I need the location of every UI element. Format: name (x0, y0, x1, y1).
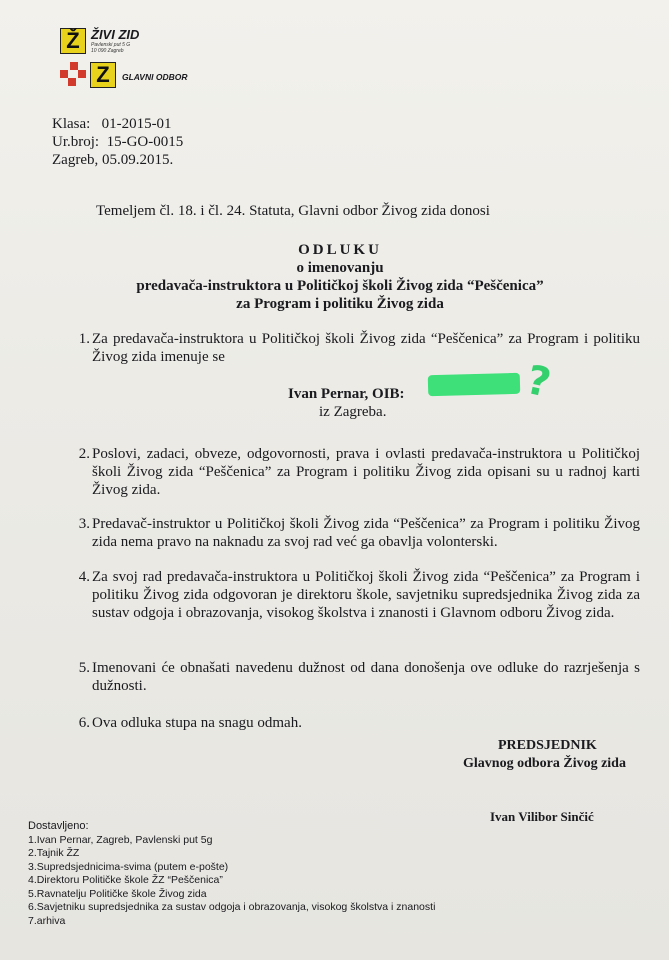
distribution-item: 6.Savjetniku supredsjednika za sustav odgoja i obrazovanja, visokog školstva i znanosti (28, 901, 436, 913)
organ-name: GLAVNI ODBOR (122, 72, 188, 82)
list-item (60, 714, 640, 732)
item-text: Predavač-instruktor u Političkoj školi Živog zida “Peščenica” za Program i politiku Živog zida nema pravo na naknadu za svoj rad već ga obavlja volonterski. (92, 516, 640, 550)
decision-subject: predavača-instruktora u Političkoj školi Živog zida “Peščenica” (136, 278, 544, 294)
list-item (60, 568, 640, 640)
list-item (60, 445, 640, 499)
distribution-item: 1.Ivan Pernar, Zagreb, Pavlenski put 5g (28, 833, 213, 846)
item-number: 5. (78, 660, 90, 676)
list-item (60, 659, 640, 695)
distribution-item: 4.Direktoru Političke škole ŽZ “Peščenica” (28, 874, 223, 886)
decision-subject-continued: za Program i politiku Živog zida (236, 296, 444, 312)
distribution-heading: Dostavljeno: (28, 820, 89, 832)
party-address (91, 42, 130, 54)
decision-title: ODLUKU (298, 242, 382, 258)
logo-square (68, 78, 76, 86)
party-name: ŽIVI ZID (91, 27, 140, 42)
item-number: 4. (78, 569, 90, 585)
logo-mark-z-caron: Ž (60, 28, 86, 54)
signatory-name: Ivan Vilibor Sinčić (490, 809, 594, 824)
item-text: Poslovi, zadaci, obveze, odgovornosti, prava i ovlasti predavača-instruktora u Političkoj školi Živog zida “Peščenica” za Program i politiku Živog zida opisani su u radnoj karti Živog zida. (92, 446, 640, 498)
distribution-item: 7.arhiva (28, 914, 66, 927)
appointee-city: iz Zagreba. (319, 404, 387, 420)
address-line: Pavlenski put 5 G (91, 42, 131, 48)
item-text: Za predavača-instruktora u Političkoj školi Živog zida “Peščenica” za Program i politiku Živog zida imenuje se (92, 331, 640, 365)
item-text: Za svoj rad predavača-instruktora u Političkoj školi Živog zida “Peščenica” za Program i politiku Živog zida odgovoran je direktoru škole, savjetniku supredsjednika Živog zida za sustav odgoja i obrazovanja, visokog školstva i znanosti i Glavnom odboru Živog zida. (92, 569, 640, 621)
document-metadata (52, 115, 183, 169)
appointee-name-oib: Ivan Pernar, OIB: (288, 386, 405, 402)
klasa: Klasa: 01-2015-01 (52, 116, 172, 132)
address-line: 10 090 Zagreb (91, 48, 124, 54)
logo-square (70, 62, 78, 70)
urbroj: Ur.broj: 15-GO-0015 (52, 134, 184, 150)
item-number: 3. (78, 516, 90, 532)
item-text: Imenovani će obnašati navedenu dužnost od dana donošenja ove odluke do razrješenja s dužnosti. (92, 660, 640, 694)
list-item (60, 515, 640, 551)
signature-role: PREDSJEDNIK (498, 738, 597, 753)
logo-square (60, 70, 68, 78)
item-number: 2. (78, 446, 90, 462)
logo-square (78, 70, 86, 78)
question-mark-annotation: ? (522, 357, 555, 407)
item-number: 1. (78, 331, 90, 347)
distribution-item: 5.Ravnatelju Političke škole Živog zida (28, 887, 207, 900)
document-date: Zagreb, 05.09.2015. (52, 152, 174, 168)
party-logo (56, 22, 216, 94)
distribution-item: 2.Tajnik ŽZ (28, 847, 80, 859)
distribution-list (28, 820, 435, 928)
intro-text: Temeljem čl. 18. i čl. 24. Statuta, Glavni odbor Živog zida donosi (96, 203, 490, 219)
distribution-item: 3.Supredsjednicima-svima (putem e-pošte) (28, 860, 229, 873)
signature-body: Glavnog odbora Živog zida (463, 756, 626, 771)
oib-highlight-redaction (428, 373, 521, 396)
logo-mark-z: Z (90, 62, 116, 88)
item-number: 6. (78, 715, 90, 731)
item-text: Ova odluka stupa na snagu odmah. (92, 715, 302, 731)
decision-subtitle: o imenovanju (296, 260, 384, 276)
